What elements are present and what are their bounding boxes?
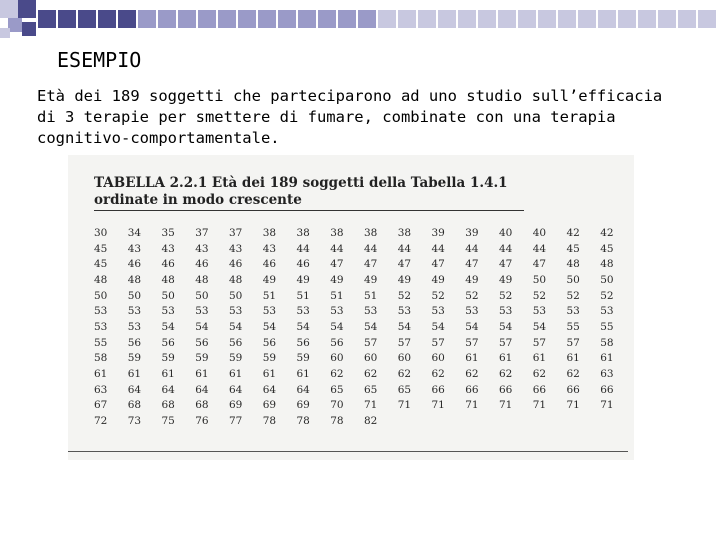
age-cell: 46 [296,258,310,271]
age-cell: 53 [127,305,142,318]
age-cell: 64 [229,383,243,396]
age-cell: 44 [431,242,445,255]
age-cell: 50 [532,273,547,286]
age-cell: 47 [499,258,513,271]
age-cell: 61 [262,368,277,381]
decorative-square [698,10,716,28]
age-cell: 53 [465,305,479,318]
age-cell: 45 [566,242,580,255]
table-row [94,351,634,367]
age-cell: 61 [127,368,142,381]
age-cell: 61 [296,368,310,381]
age-cell: 38 [397,226,412,239]
age-cell: 47 [397,258,412,271]
age-cell: 51 [330,289,344,302]
age-cell: 57 [499,336,513,349]
ages-table [94,225,634,429]
decorative-square [138,10,156,28]
age-cell: 63 [600,368,614,381]
decorative-square [118,10,136,28]
age-cell: 56 [330,336,344,349]
decorative-square [58,10,76,28]
age-cell: 47 [431,258,445,271]
age-cell: 49 [431,273,445,286]
age-cell: 72 [94,415,108,428]
age-cell: 48 [600,258,614,271]
decorative-square [618,10,636,28]
decorative-square [298,10,316,28]
age-cell: 76 [195,415,209,428]
age-cell: 71 [431,399,445,412]
age-cell: 60 [364,352,378,365]
age-cell: 47 [532,258,547,271]
age-cell: 49 [397,273,412,286]
age-cell: 61 [600,352,614,365]
age-cell: 61 [229,368,243,381]
age-cell: 42 [600,226,614,239]
age-cell: 68 [127,399,142,412]
age-cell: 47 [465,258,479,271]
decorative-square [638,10,656,28]
age-cell: 66 [532,383,547,396]
age-cell: 46 [127,258,142,271]
decorative-square [378,10,396,28]
age-cell: 60 [431,352,445,365]
age-cell: 56 [262,336,277,349]
age-cell: 59 [195,352,209,365]
age-cell: 54 [262,320,277,333]
table-row [94,241,634,257]
age-cell: 48 [94,273,108,286]
decorative-square [178,10,196,28]
age-cell: 56 [195,336,209,349]
age-cell: 53 [195,305,209,318]
age-cell: 54 [161,320,175,333]
age-cell: 66 [499,383,513,396]
age-cell: 53 [330,305,344,318]
age-cell: 48 [229,273,243,286]
age-cell: 50 [127,289,142,302]
age-cell: 65 [330,383,344,396]
age-cell: 59 [229,352,243,365]
age-cell: 52 [532,289,547,302]
age-cell: 62 [431,368,445,381]
decorative-square [678,10,696,28]
age-cell: 61 [161,368,175,381]
age-cell: 62 [364,368,378,381]
age-cell: 49 [465,273,479,286]
age-cell: 37 [229,226,243,239]
age-cell: 56 [229,336,243,349]
age-cell: 51 [262,289,277,302]
decorative-square [558,10,576,28]
age-cell: 50 [161,289,175,302]
decorative-square [598,10,616,28]
age-cell: 61 [465,352,479,365]
age-cell: 53 [94,305,108,318]
age-cell: 57 [397,336,412,349]
age-cell: 60 [397,352,412,365]
age-cell: 47 [330,258,344,271]
age-cell: 71 [600,399,614,412]
decorative-square [218,10,236,28]
age-cell: 54 [465,320,479,333]
table-row [94,272,634,288]
age-cell: 50 [94,289,108,302]
decorative-square [358,10,376,28]
age-cell: 59 [127,352,142,365]
age-cell: 71 [566,399,580,412]
decorative-square [258,10,276,28]
age-cell: 54 [330,320,344,333]
age-cell: 64 [127,383,142,396]
age-cell: 39 [431,226,445,239]
age-cell: 61 [195,368,209,381]
age-cell: 45 [600,242,614,255]
age-cell: 35 [161,226,175,239]
age-cell: 75 [161,415,175,428]
age-cell: 53 [397,305,412,318]
decorative-square [78,10,96,28]
age-cell: 55 [600,320,614,333]
age-cell: 46 [161,258,175,271]
age-cell: 65 [397,383,412,396]
age-cell: 53 [127,320,142,333]
age-cell: 54 [229,320,243,333]
decorative-square [658,10,676,28]
age-cell: 54 [195,320,209,333]
age-cell: 47 [364,258,378,271]
age-cell: 40 [532,226,547,239]
age-cell: 50 [566,273,580,286]
table-row [94,288,634,304]
scanned-table-image [68,155,634,460]
age-cell: 49 [262,273,277,286]
table-row [94,413,634,429]
age-cell: 34 [127,226,142,239]
table-row [94,225,634,241]
age-cell: 54 [397,320,412,333]
decorative-square [458,10,476,28]
decorative-square [0,28,10,38]
age-cell: 59 [161,352,175,365]
age-cell: 82 [364,415,378,428]
age-cell: 43 [195,242,209,255]
age-cell: 66 [431,383,445,396]
age-cell: 57 [566,336,580,349]
decorative-square [0,0,18,18]
age-cell: 53 [94,320,108,333]
age-cell: 53 [364,305,378,318]
age-cell: 54 [364,320,378,333]
slide-title: ESEMPIO [57,48,142,72]
age-cell: 52 [566,289,580,302]
age-cell: 71 [499,399,513,412]
age-cell: 52 [397,289,412,302]
age-cell: 61 [499,352,513,365]
decorative-square [498,10,516,28]
age-cell: 45 [94,242,108,255]
age-cell: 69 [262,399,277,412]
age-cell: 64 [195,383,209,396]
age-cell: 44 [397,242,412,255]
age-cell: 59 [296,352,310,365]
decorative-square [278,10,296,28]
age-cell: 53 [161,305,175,318]
age-cell: 60 [330,352,344,365]
age-cell: 46 [195,258,209,271]
decorative-square [98,10,116,28]
age-cell: 48 [161,273,175,286]
age-cell: 61 [532,352,547,365]
age-cell: 38 [364,226,378,239]
age-cell: 66 [600,383,614,396]
age-cell: 66 [566,383,580,396]
age-cell: 30 [94,226,108,239]
age-cell: 52 [431,289,445,302]
age-cell: 54 [431,320,445,333]
age-cell: 46 [262,258,277,271]
age-cell: 59 [262,352,277,365]
decorative-square [198,10,216,28]
age-cell: 56 [127,336,142,349]
age-cell: 53 [600,305,614,318]
decorative-square [418,10,436,28]
age-cell: 48 [127,273,142,286]
age-cell: 46 [229,258,243,271]
age-cell: 53 [431,305,445,318]
age-cell: 37 [195,226,209,239]
age-cell: 38 [296,226,310,239]
age-cell: 54 [296,320,310,333]
decorative-square [478,10,496,28]
age-cell: 62 [330,368,344,381]
table-row [94,398,634,414]
age-cell: 52 [600,289,614,302]
table-row [94,303,634,319]
table-row [94,366,634,382]
age-cell: 51 [364,289,378,302]
age-cell: 56 [296,336,310,349]
age-cell: 67 [94,399,108,412]
age-cell: 53 [262,305,277,318]
decorative-square [578,10,596,28]
slide-description: Età dei 189 soggetti che parteciparono ad uno studio sull’efficacia di 3 terapie per smettere di fumare, combinate con una terapia cognitivo-comportamentale. [37,87,663,147]
age-cell: 38 [262,226,277,239]
decorative-square [8,18,22,32]
age-cell: 42 [566,226,580,239]
age-cell: 73 [127,415,142,428]
age-cell: 62 [397,368,412,381]
table-row [94,335,634,351]
decorative-square [318,10,336,28]
decorative-square [238,10,256,28]
age-cell: 62 [532,368,547,381]
age-cell: 49 [499,273,513,286]
age-cell: 54 [532,320,547,333]
table-row [94,256,634,272]
table-caption: TABELLA 2.2.1 Età dei 189 soggetti della Tabella 1.4.1 ordinate in modo crescente [94,175,524,211]
age-cell: 44 [465,242,479,255]
table-row [94,382,634,398]
decorative-square [18,0,36,18]
age-cell: 55 [566,320,580,333]
table-row [94,319,634,335]
age-cell: 66 [465,383,479,396]
age-cell: 53 [532,305,547,318]
age-cell: 58 [600,336,614,349]
age-cell: 53 [499,305,513,318]
age-cell: 50 [195,289,209,302]
age-cell: 48 [566,258,580,271]
age-cell: 38 [330,226,344,239]
age-cell: 61 [94,368,108,381]
age-cell: 65 [364,383,378,396]
decorative-square [338,10,356,28]
age-cell: 51 [296,289,310,302]
decorative-squares [0,0,716,38]
age-cell: 57 [465,336,479,349]
decorative-square [22,22,36,36]
age-cell: 69 [229,399,243,412]
age-cell: 45 [94,258,108,271]
age-cell: 62 [499,368,513,381]
age-cell: 71 [364,399,378,412]
age-cell: 54 [499,320,513,333]
decorative-square [38,10,56,28]
age-cell: 61 [566,352,580,365]
age-cell: 69 [296,399,310,412]
age-cell: 56 [161,336,175,349]
age-cell: 39 [465,226,479,239]
age-cell: 62 [465,368,479,381]
decorative-square [518,10,536,28]
age-cell: 71 [465,399,479,412]
age-cell: 78 [262,415,277,428]
decorative-square [538,10,556,28]
age-cell: 53 [296,305,310,318]
age-cell: 49 [364,273,378,286]
age-cell: 62 [566,368,580,381]
age-cell: 63 [94,383,108,396]
age-cell: 50 [600,273,614,286]
age-cell: 44 [499,242,513,255]
age-cell: 64 [296,383,310,396]
age-cell: 48 [195,273,209,286]
age-cell: 57 [532,336,547,349]
age-cell: 40 [499,226,513,239]
age-cell: 53 [566,305,580,318]
age-cell: 57 [431,336,445,349]
age-cell: 44 [532,242,547,255]
age-cell: 71 [532,399,547,412]
table-bottom-rule [68,451,628,452]
age-cell: 43 [229,242,243,255]
age-cell: 49 [296,273,310,286]
age-cell: 43 [262,242,277,255]
decorative-square [438,10,456,28]
age-cell: 78 [296,415,310,428]
age-cell: 57 [364,336,378,349]
age-cell: 53 [229,305,243,318]
age-cell: 78 [330,415,344,428]
age-cell: 55 [94,336,108,349]
decorative-square [398,10,416,28]
age-cell: 44 [364,242,378,255]
age-cell: 52 [465,289,479,302]
age-cell: 68 [195,399,209,412]
age-cell: 43 [161,242,175,255]
age-cell: 44 [296,242,310,255]
age-cell: 58 [94,352,108,365]
age-cell: 71 [397,399,412,412]
age-cell: 77 [229,415,243,428]
age-cell: 43 [127,242,142,255]
decorative-square [158,10,176,28]
age-cell: 64 [161,383,175,396]
age-cell: 68 [161,399,175,412]
age-cell: 50 [229,289,243,302]
age-cell: 52 [499,289,513,302]
age-cell: 70 [330,399,344,412]
age-cell: 64 [262,383,277,396]
age-cell: 49 [330,273,344,286]
age-cell: 44 [330,242,344,255]
